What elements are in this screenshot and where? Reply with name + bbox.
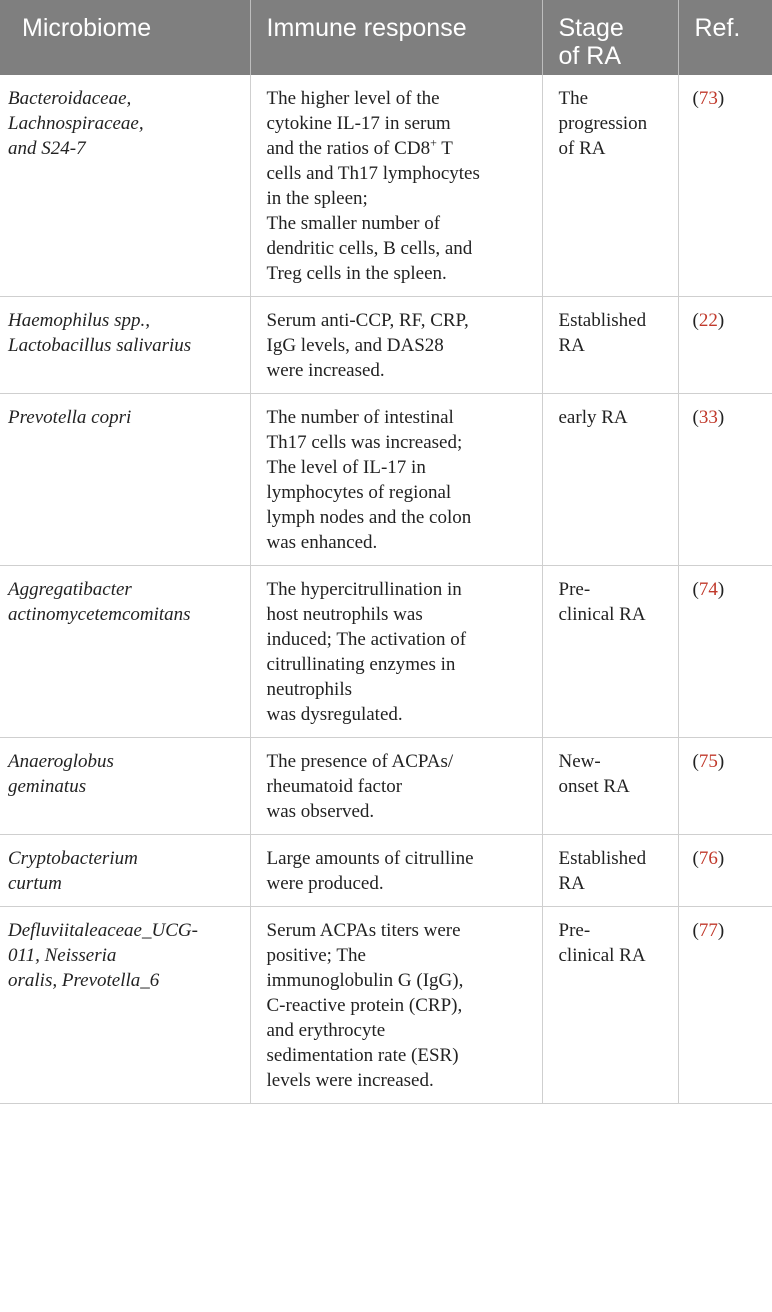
immune-response-cell [250,394,542,566]
stage-line: The [558,88,589,109]
microbiome-line: Bacteroidaceae, [8,88,132,109]
microbiome-line: and S24-7 [8,138,86,159]
stage-line: RA [558,873,585,894]
response-line: induced; The activation of [266,629,467,650]
microbiome-cell [0,297,250,394]
stage-line: Established [558,848,647,869]
response-line: The higher level of the [266,88,440,109]
header-stage-line: Stage [558,14,624,42]
response-line: in the spleen; [266,188,368,209]
microbiome-line: oralis, Prevotella_6 [8,970,160,991]
response-line: The level of IL-17 in [266,457,426,478]
stage-cell [542,566,678,738]
ref-paren-close: ) [717,407,725,428]
header-microbiome: Microbiome [0,0,250,75]
response-line: positive; The [266,945,366,966]
response-line: citrullinating enzymes in [266,654,456,675]
stage-line: New- [558,751,601,772]
immune-response-cell [250,566,542,738]
stage-cell [542,394,678,566]
response-line: The smaller number of [266,213,441,234]
ref-cell [678,738,772,835]
ref-paren-open: ( [692,848,699,869]
stage-line: early RA [558,407,628,428]
table-row [0,297,772,394]
response-line: host neutrophils was [266,604,423,625]
header-row [0,0,772,75]
stage-line: Established [558,310,647,331]
microbiome-line: actinomycetemcomitans [8,604,191,625]
ref-paren-open: ( [692,310,699,331]
microbiome-line: Cryptobacterium [8,848,138,869]
ref-paren-close: ) [717,579,725,600]
response-line: lymph nodes and the colon [266,507,472,528]
response-line: Th17 cells was increased; [266,432,463,453]
stage-line: RA [558,335,585,356]
ref-paren-close: ) [717,310,725,331]
ref-link[interactable]: 77 [698,920,718,941]
ref-paren-close: ) [717,751,725,772]
microbiome-line: Lachnospiraceae, [8,113,144,134]
microbiome-cell [0,566,250,738]
response-line: dendritic cells, B cells, and [266,238,473,259]
response-line: sedimentation rate (ESR) [266,1045,459,1066]
response-line: levels were increased. [266,1070,434,1091]
stage-line: onset RA [558,776,630,797]
immune-response-cell [250,907,542,1104]
header-stage-line: of RA [558,42,622,70]
header-stage-of-ra [542,0,678,75]
ref-cell [678,835,772,907]
response-text: T [436,138,453,159]
response-text: and the ratios of CD8 [266,138,431,159]
microbiome-line: Haemophilus spp., [8,310,150,331]
stage-cell [542,75,678,297]
stage-line: Pre- [558,579,591,600]
response-line: rheumatoid factor [266,776,403,797]
microbiome-cell [0,907,250,1104]
immune-response-cell [250,738,542,835]
response-line: and erythrocyte [266,1020,386,1041]
ref-paren-close: ) [717,848,725,869]
response-line: were produced. [266,873,384,894]
response-line: cytokine IL-17 in serum [266,113,451,134]
response-line: was dysregulated. [266,704,403,725]
response-line: lymphocytes of regional [266,482,452,503]
ref-link[interactable]: 74 [698,579,718,600]
response-line: Treg cells in the spleen. [266,263,447,284]
ref-cell [678,907,772,1104]
header-ref: Ref. [678,0,772,75]
microbiome-cell [0,738,250,835]
response-line: immunoglobulin G (IgG), [266,970,464,991]
stage-cell [542,738,678,835]
stage-line: of RA [558,138,606,159]
ref-link[interactable]: 33 [698,407,718,428]
ref-cell [678,75,772,297]
response-line: C-reactive protein (CRP), [266,995,463,1016]
microbiome-line: Prevotella copri [8,407,132,428]
response-line: Serum anti-CCP, RF, CRP, [266,310,469,331]
ref-link[interactable]: 73 [698,88,718,109]
ref-paren-close: ) [717,920,725,941]
table-row [0,835,772,907]
ref-paren-open: ( [692,920,699,941]
immune-response-cell [250,835,542,907]
table-row [0,738,772,835]
response-line: IgG levels, and DAS28 [266,335,444,356]
stage-line: clinical RA [558,945,646,966]
ref-link[interactable]: 22 [698,310,718,331]
stage-cell [542,835,678,907]
stage-line: progression [558,113,648,134]
microbiome-line: 011, Neisseria [8,945,117,966]
response-line: Serum ACPAs titers were [266,920,461,941]
response-line: The hypercitrullination in [266,579,462,600]
ref-paren-open: ( [692,751,699,772]
response-line: were increased. [266,360,385,381]
immune-response-cell [250,297,542,394]
ref-cell [678,566,772,738]
table-row [0,394,772,566]
response-line: was enhanced. [266,532,378,553]
microbiome-line: Anaeroglobus [8,751,114,772]
response-line: The number of intestinal [266,407,454,428]
ref-paren-close: ) [717,88,725,109]
response-line: Large amounts of citrulline [266,848,474,869]
response-line: cells and Th17 lymphocytes [266,163,480,184]
response-line: The presence of ACPAs/ [266,751,454,772]
superscript-plus: + [430,135,437,150]
stage-cell [542,907,678,1104]
ref-paren-open: ( [692,579,699,600]
microbiome-line: Aggregatibacter [8,579,132,600]
microbiome-cell [0,394,250,566]
ref-paren-open: ( [692,88,699,109]
microbiome-cell [0,75,250,297]
microbiome-cell [0,835,250,907]
microbiome-line: Lactobacillus salivarius [8,335,192,356]
microbiome-line: curtum [8,873,62,894]
table-row [0,566,772,738]
ref-paren-open: ( [692,407,699,428]
stage-cell [542,297,678,394]
microbiome-line: geminatus [8,776,87,797]
stage-line: Pre- [558,920,591,941]
immune-response-cell [250,75,542,297]
response-line [267,136,532,161]
ref-cell [678,297,772,394]
table-row [0,75,772,297]
response-line: was observed. [266,801,375,822]
microbiome-line: Defluviitaleaceae_UCG- [8,920,198,941]
response-line: neutrophils [266,679,352,700]
table-row [0,907,772,1104]
ref-link[interactable]: 76 [698,848,718,869]
ref-link[interactable]: 75 [698,751,718,772]
stage-line: clinical RA [558,604,646,625]
ref-cell [678,394,772,566]
header-immune-response: Immune response [250,0,542,75]
